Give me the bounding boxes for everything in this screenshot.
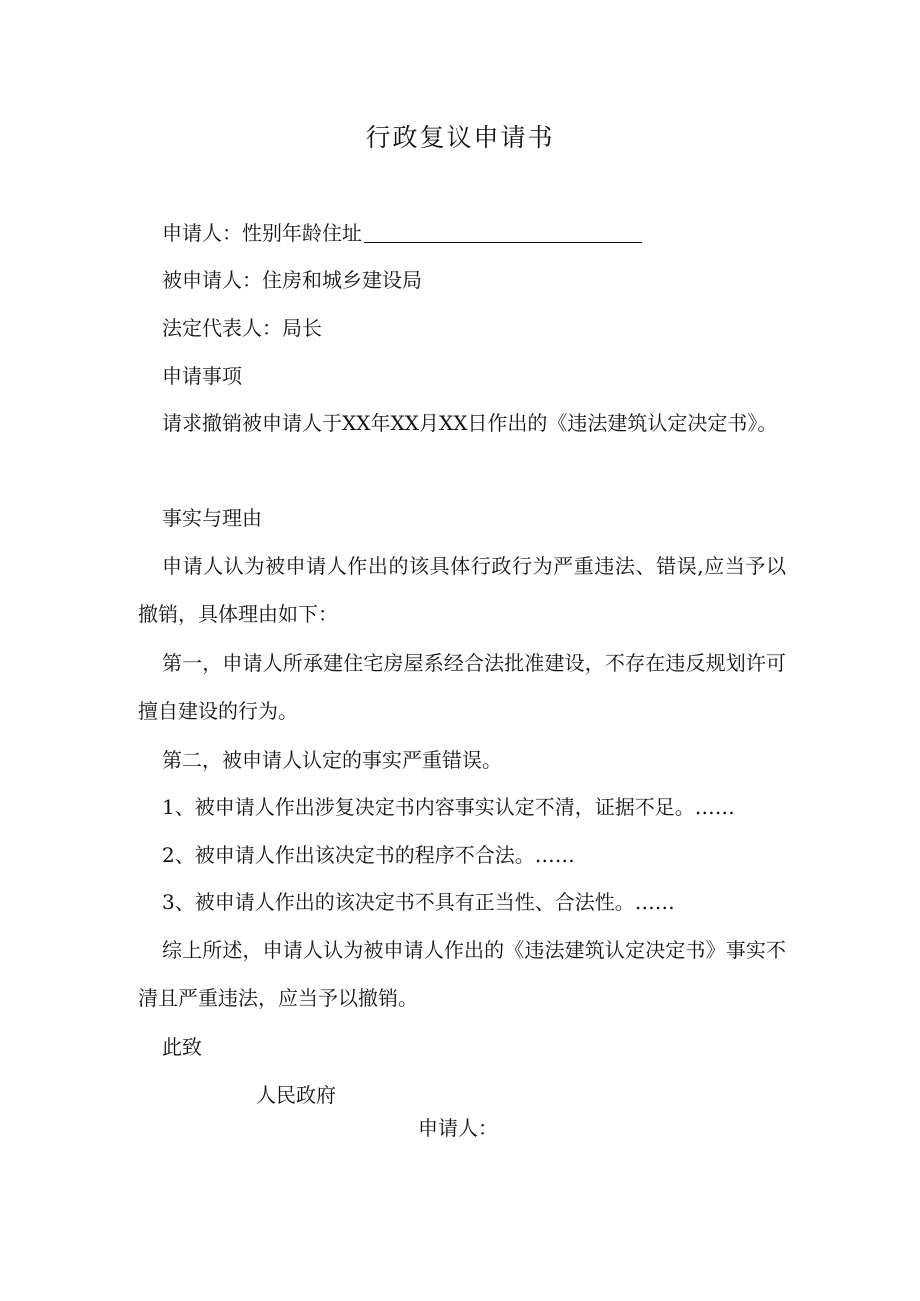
signature-label: 申请人： [418, 1116, 498, 1140]
facts-intro: 申请人认为被申请人作出的该具体行政行为严重违法、错误,应当予以撤销，具体理由如下： [138, 554, 786, 626]
facts-heading: 事实与理由 [162, 506, 262, 530]
request-body: 请求撤销被申请人于XX年XX月XX日作出的《违法建筑认定决定书》。 [162, 411, 778, 435]
legal-representative-line: 法定代表人：局长 [162, 316, 322, 340]
conclusion: 综上所述，申请人认为被申请人作出的《违法建筑认定决定书》事实不清且严重违法，应当予以撤销。 [138, 938, 786, 1010]
applicant-label: 申请人：性别年龄住址 [162, 221, 362, 245]
reason-two: 第二，被申请人认定的事实严重错误。 [162, 748, 502, 772]
applicant-blank [364, 222, 642, 243]
point-one: 1、被申请人作出涉复决定书内容事实认定不清，证据不足。…… [162, 795, 735, 819]
point-two: 2、被申请人作出该决定书的程序不合法。…… [162, 843, 575, 867]
reason-one: 第一，申请人所承建住宅房屋系经合法批准建设，不存在违反规划许可擅自建设的行为。 [138, 651, 786, 723]
closing-salutation: 此致 [162, 1035, 202, 1059]
request-heading: 申请事项 [162, 364, 242, 388]
applicant-line [162, 210, 642, 258]
point-three: 3、被申请人作出的该决定书不具有正当性、合法性。…… [162, 890, 675, 914]
document-title: 行政复议申请书 [365, 123, 555, 152]
addressee: 人民政府 [256, 1083, 336, 1107]
respondent-line: 被申请人：住房和城乡建设局 [162, 268, 422, 292]
